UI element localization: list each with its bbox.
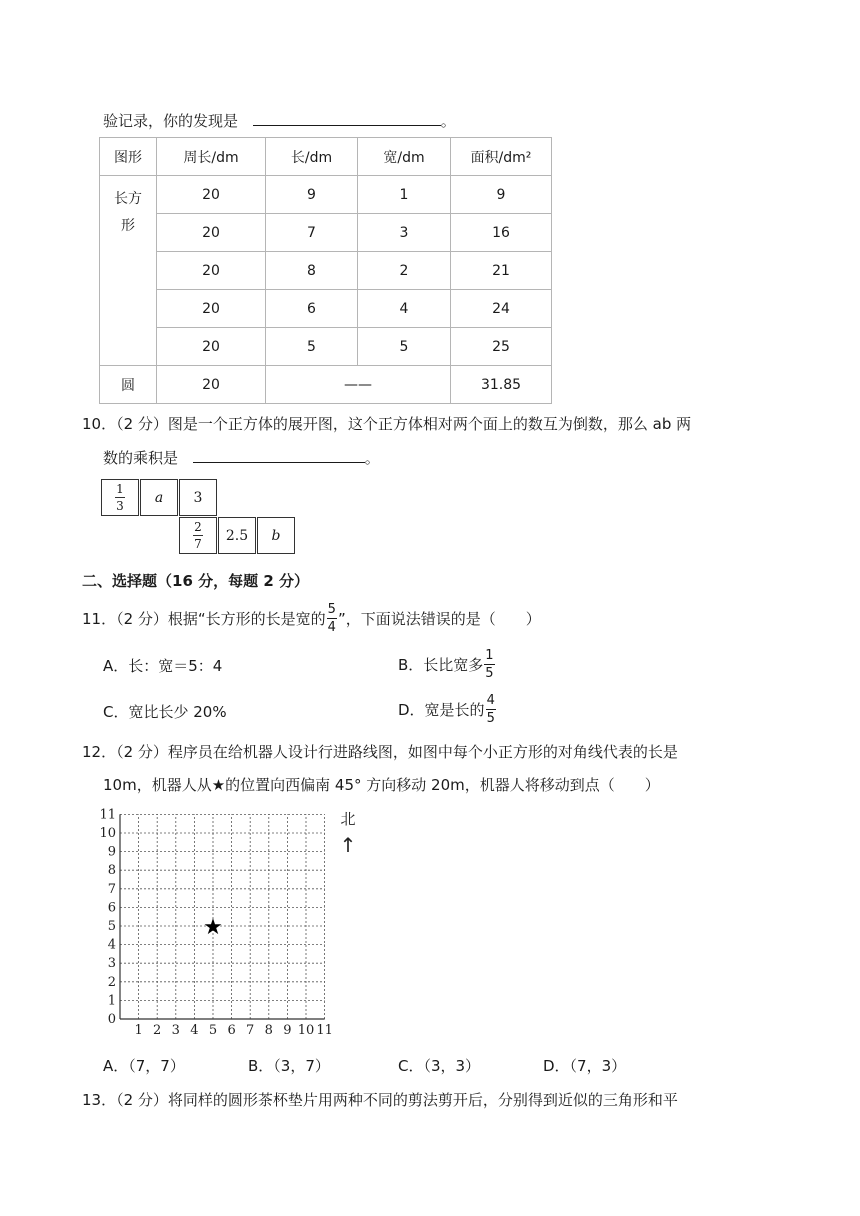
cell-length: 6 — [266, 290, 358, 328]
north-label: 北 — [340, 810, 356, 828]
x-tick-label: 3 — [171, 1023, 180, 1038]
net-fraction-1-3: $\frac{1}{3}$ — [116, 482, 124, 513]
net-cell-3: 3 — [179, 479, 217, 516]
q13-line1: 13．（2 分）将同样的圆形茶杯垫片用两种不同的剪法剪开后，分别得到近似的三角形和平 — [82, 1091, 678, 1109]
cell-length: 5 — [266, 328, 358, 366]
x-tick-label: 1 — [134, 1023, 143, 1038]
cell-perimeter: 20 — [157, 366, 266, 404]
cell-area: 9 — [451, 176, 552, 214]
y-tick-label: 0 — [107, 1012, 116, 1027]
star-icon: ★ — [203, 915, 223, 940]
table-row — [100, 176, 552, 214]
section-title: 二、选择题（16 分，每题 2 分） — [82, 572, 309, 590]
header-length: 长/dm — [266, 138, 358, 176]
q11-option-a[interactable]: A．长：宽＝5：4 — [103, 657, 223, 675]
y-tick-label: 6 — [107, 900, 116, 916]
x-tick-label: 2 — [153, 1023, 162, 1038]
x-tick-label: 5 — [208, 1023, 218, 1038]
q12-line2: 10m，机器人从★的位置向西偏南 45° 方向移动 20m，机器人将移动到点（ ） — [103, 776, 660, 794]
y-tick-label: 4 — [107, 937, 116, 953]
q11-option-d-text: D．宽是长的 — [398, 701, 485, 719]
table-row — [100, 290, 552, 328]
q9-intro-text: 验记录，你的发现是 — [103, 112, 239, 130]
header-area: 面积/dm² — [451, 138, 552, 176]
cube-net — [101, 479, 301, 557]
rect-label-line1: 长方 — [114, 191, 142, 207]
x-tick-label: 4 — [190, 1023, 199, 1038]
q12-option-a[interactable]: A．（7，7） — [103, 1057, 185, 1075]
net-cell-1 — [101, 479, 139, 516]
y-tick-label: 5 — [107, 919, 116, 934]
cell-area: 21 — [451, 252, 552, 290]
q12-option-c[interactable]: C．（3，3） — [398, 1057, 481, 1075]
q10-end-mark: 。 — [364, 449, 380, 467]
q10-line2 — [103, 447, 380, 468]
x-tick-label: 6 — [227, 1023, 236, 1038]
table-header-row — [100, 138, 552, 176]
q11-stem-after: ”，下面说法错误的是（ ） — [337, 610, 541, 628]
rect-label-line2: 形 — [121, 218, 135, 234]
cell-length: 8 — [266, 252, 358, 290]
cell-perimeter: 20 — [157, 252, 266, 290]
q9-intro — [103, 110, 456, 131]
x-tick-label: 9 — [283, 1023, 292, 1038]
header-shape: 图形 — [100, 138, 157, 176]
q11-option-c[interactable]: C．宽比长少 20% — [103, 703, 227, 721]
q11-stem-before: 11．（2 分）根据“长方形的长是宽的 — [82, 610, 326, 628]
x-tick-label: 8 — [264, 1023, 273, 1038]
y-tick-label: 11 — [99, 807, 116, 823]
y-tick-label: 1 — [107, 993, 116, 1009]
cell-perimeter: 20 — [157, 290, 266, 328]
q10-line1: 10．（2 分）图是一个正方体的展开图，这个正方体相对两个面上的数互为倒数，那么 ab 两 — [82, 415, 692, 433]
y-tick-label: 7 — [107, 881, 116, 897]
q11-option-d-fraction: $\frac{4}{5}$ — [486, 693, 495, 726]
q11-option-d[interactable] — [398, 694, 497, 725]
y-tick-label: 8 — [107, 863, 116, 879]
y-tick-label: 10 — [99, 826, 116, 841]
circle-label: 圆 — [100, 366, 157, 404]
q9-answer-blank[interactable] — [253, 111, 441, 126]
cell-area: 24 — [451, 290, 552, 328]
header-width: 宽/dm — [358, 138, 451, 176]
cell-area: 16 — [451, 214, 552, 252]
q11-option-b-text: B．长比宽多 — [398, 656, 484, 674]
x-tick-label: 10 — [297, 1023, 315, 1038]
north-arrow-icon: ↑ — [339, 833, 357, 857]
q11-option-b-fraction: $\frac{1}{5}$ — [485, 648, 494, 681]
q12-option-b[interactable]: B．（3，7） — [248, 1057, 330, 1075]
y-tick-label: 9 — [107, 844, 116, 860]
q11-option-b[interactable] — [398, 649, 496, 680]
table-row-circle — [100, 366, 552, 404]
q9-table — [99, 137, 552, 404]
q11-stem-fraction: $\frac{5}{4}$ — [327, 602, 336, 635]
cell-area: 31.85 — [451, 366, 552, 404]
cell-length: 7 — [266, 214, 358, 252]
cell-width: 3 — [358, 214, 451, 252]
net-cell-a: a — [140, 479, 178, 516]
q12-line1: 12．（2 分）程序员在给机器人设计行进路线图，如图中每个小正方形的对角线代表的长是 — [82, 743, 678, 761]
table-row — [100, 214, 552, 252]
x-tick-label: 7 — [246, 1023, 255, 1038]
y-tick-label: 3 — [107, 956, 116, 972]
q12-option-d[interactable]: D．（7，3） — [543, 1057, 627, 1075]
cell-width: 2 — [358, 252, 451, 290]
cell-perimeter: 20 — [157, 176, 266, 214]
net-cell-b: b — [257, 517, 295, 554]
net-cell-2-5: 2.5 — [218, 517, 256, 554]
q9-end-mark: 。 — [440, 112, 456, 130]
cell-area: 25 — [451, 328, 552, 366]
cell-width: 5 — [358, 328, 451, 366]
x-tick-label: 11 — [316, 1023, 333, 1038]
cell-perimeter: 20 — [157, 214, 266, 252]
table-row — [100, 328, 552, 366]
cell-width: 1 — [358, 176, 451, 214]
net-cell-2-7 — [179, 517, 217, 554]
circle-dash: —— — [266, 366, 451, 404]
cell-length: 9 — [266, 176, 358, 214]
q11-stem — [82, 603, 541, 634]
coordinate-grid — [96, 806, 366, 1046]
net-fraction-2-7: $\frac{2}{7}$ — [194, 520, 202, 551]
cell-perimeter: 20 — [157, 328, 266, 366]
q10-answer-blank[interactable] — [193, 448, 365, 463]
cell-width: 4 — [358, 290, 451, 328]
y-tick-label: 2 — [107, 974, 116, 990]
rect-label-cell — [100, 176, 157, 366]
header-perimeter: 周长/dm — [157, 138, 266, 176]
table-row — [100, 252, 552, 290]
q10-line2-text: 数的乘积是 — [103, 449, 179, 467]
